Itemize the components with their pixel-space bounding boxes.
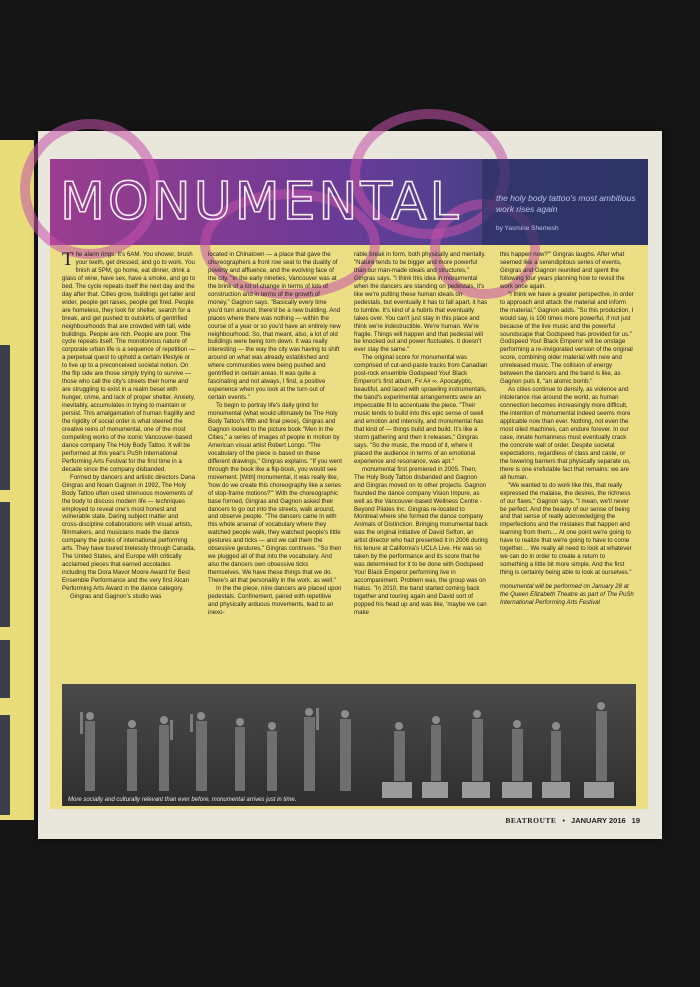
text-column-4 <box>500 251 634 606</box>
dancers-photo <box>62 684 636 806</box>
page-footer <box>505 816 640 825</box>
issue-date: JANUARY 2016 <box>571 816 626 825</box>
text-column-2 <box>208 251 342 616</box>
paragraph: Formed by dancers and artistic directors Dana Gingras and Noam Gagnon in 1992, The Holy Body Tattoo often used strenuous movements of the body to discuss modern life — techniques employed to reveal one's most honest and vulnerable state. Daring subject matter and cross-discipline collaborations with visual artists, filmmakers, and musicians made the dance company the punks of international performing arts. They have toured tirelessly through Canada, The United States, and Europe with critically acclaimed pieces that earned accolades including the Dora Mavor Moore Award for Best Ensemble Performance and the very first Alcan Performing Arts Award in the dance category. <box>62 473 196 593</box>
article-title: MONUMENTAL <box>60 172 462 232</box>
magazine-name: BEATROUTE <box>505 816 557 825</box>
paragraph: monumental first premiered in 2005. Then, The Holy Body Tattoo disbanded and Gagnon and Gingras moved on to other projects. Gagnon founded the dance company Vision Impure, as well as the Vancouver-based Wellness Centre - Beyond Pilates Inc. Gingras re-located to Montreal where she formed the dance company Animals of Distinction. Bringing monumental back was the original initiative of David Sefton, an artist director who had presented it in 2006 during his tenure at California's UCLA Live. He was so taken by the performance and its score that he was determined for it to be done with Godspeed You! Black Emperor performing live in accompaniment. Problem was, the group was on hiatus. "In 2010, the band started coming back together and touring again and David sort of popped his head up and was like, 'maybe we can make <box>354 465 488 616</box>
paragraph: To begin to portray life's daily grind for monumental (what would ultimately be The Holy Body Tattoo's fifth and final piece), Gingras and Gagnon looked to the picture book "Men in the Cities," a series of images of people in motion by American visual artist Robert Longo. "The vocabulary of the piece is based on these different drawings," Gingras explains. "If you went through the book like a flip-book, you would see movement. [With] monumental, it was really like, 'how do we create this choreography like a series of stop-frame motions?'" With the choreographic base formed, Gingras and Gagnon asked their dancers to go out into the streets, walk around, and observe people. "The dancers came in with this whole arsenal of vocabulary where they watched people walk, they watched people's little gestures and ticks — and we call them the obsessive gestures," Gingras continues. "So then we plugged all of that into the vocabulary. And also the dancers own obsessive ticks themselves. We have these things that we do. There's all that personality in the work, as well." <box>208 402 342 585</box>
article-byline: by Yasmine Shemesh <box>496 225 559 232</box>
article-header <box>50 159 648 245</box>
paragraph: "We wanted to do work like this, that really expressed the malaise, the desires, the richness of our flaws," Gagnon says. "I mean, we'll never be perfect. And the beauty of our sense of being and that sense of really acknowledging the imperfections and the mistakes that happen and learning from them.... At one point we're going to have to realize that we're going to have to come together.... We really all need to look at whatever we can do in order to create a return to something a little bit more simple. And the first thing is certainly being able to look at ourselves." <box>500 481 632 577</box>
paragraph: this happen now?'" Gingras laughs. After what seemed like a serendipitous series of events, Gingras and Gagnon reunited and spent the following four years planning how to revisit the work once again. <box>500 251 625 290</box>
drop-cap: T <box>62 249 74 270</box>
paragraph: As cities continue to densify, as violence and intolerance rise around the world, as human connection becomes increasingly more difficult, the intention of monumental indeed seems more applicable now than ever. Nothing, not even the most oiled machines, can endure forever. In our case, innate humanness must eventually crack the concrete wall of order. Despite societal expectations, regardless of class and caste, or the towering barriers that physically separate us, there is one irrefutable fact that remains: we are all human. <box>500 386 631 481</box>
separator: • <box>562 816 566 825</box>
paragraph: rable break in form, both physically and mentally. "Nature tends to be bigger and more powerful than our man-made ideals and structures," Gingras says. "I think this idea in monumental when the dancers are standing on pedestals, it's like we're putting these human ideals on pedestals, but eventually it has to fall apart, it has to tumble. It's kind of a hubris that eventually takes over. You can't just stay in this place and think we're indestructible. We're human. We're fragile. Things will happen and that pedestal will be knocked out and power fluctuates. It doesn't ever stay the same." <box>354 251 488 354</box>
facing-page-edge <box>0 140 34 820</box>
photo-caption: More socially and culturally relevant than ever before, monumental arrives just in time. <box>68 797 297 803</box>
paragraph: Gingras and Gagnon's studio was <box>70 592 162 600</box>
header-info-panel <box>482 159 648 245</box>
event-note: monumental will be performed on January 28 at the Queen Elizabeth Theatre as part of The PuSh International Performing Arts Festival <box>500 583 634 606</box>
article-subtitle: the holy body tattoo's most ambitious work rises again <box>496 193 636 214</box>
text-column-1 <box>62 249 196 600</box>
paragraph: he alarm rings. It's 6AM. You shower, brush your teeth, get dressed, and go to work. You finish at 5PM, go home, eat dinner, drink a glass of wine, have sex, have a smoke, and go to bed. The cycle repeats itself the next day and the day after that. Cities grow, buildings get taller and wider, people get raises, people get fired. People are homeless, they look for shelter, search for a break, and get pushed to outskirts of gentrified neighbourhoods that are crowded with tall, wide buildings. People are rich. People are poor. The cycle repeats itself. The monotonous nature of corporate urban life is a sequence of repetition — a perpetual quest to uphold a certain lifestyle or to live up to a preconceived societal notion. On the flip side are those simply trying to survive — those who call the city's streets their home and are struggling to exist in a realm beset with hunger, crime, and lack of proper shelter. Anxiety, inevitably, accumulates in trying to maintain or persist. This amalgamation of human fragility and the rigidity of social order is what steered the creative reins of monumental, one of the most compelling works of the iconic Vancouver-based dance company The Holy Body Tattoo. It will be performed at this year's PuSh International Performing Arts Festival for the first time in a decade since the company disbanded. <box>62 251 196 473</box>
text-column-3 <box>354 251 488 616</box>
paragraph: "I think we have a greater perspective, in order to approach and attack the material and inform the material," Gagnon adds. "So this production, I would say, is 100 times more powerful, if not just because of the live music and the powerful soundscape that Godspeed has provided for us." Godspeed You! Black Emperor will be onstage performing a re-invigorated version of the original score, combining older material with new and unreleased music. The collision of energy between the dancers and the band is like, as Gagnon puts it, "an atomic bomb." <box>500 290 634 386</box>
article-body <box>62 249 636 616</box>
paragraph: In the the piece, nine dancers are placed upon pedestals. Confinement, paired with repetitive and physically arduous movements, lead to an inexo- <box>208 585 342 616</box>
article <box>50 159 648 809</box>
page-number: 19 <box>631 816 640 825</box>
magazine-page <box>38 131 662 839</box>
paragraph: The original score for monumental was comprised of cut-and-paste tracks from Canadian post-rock ensemble Godspeed You! Black Emperor's first album, F# A# ∞. Apocalyptic, beautiful, and laced with sprawling instrumentals, the band's experimental arrangements were an impeccable fit to accentuate the piece. "Their music tends to build into this epic sense of swell and emotion and intensity, and monumental has that kind of — things build and build. It's like a storm gathering and then it releases," Gingras says. "So the music, the mood of it, where it placed the audience in terms of an emotional experience and resonance, was apt." <box>354 354 488 465</box>
paragraph: located in Chinatown — a place that gave the choreographers a front row seat to the duality of poverty and affluence, and the evolving face of the city. "In the early nineties, Vancouver was at the brink of a lot of change in terms of lots of construction and in terms of the growth of money," Gagnon says. "Basically every time you'd turn around, there'd be a new building. And places where there was nothing — within the course of a year or so you'd have an entirely new neighbourhood. So, that meant, also, a lot of old buildings were being torn down. It was really interesting — the way the city was having to shift around on what was already established and where communities were being pushed and gentrified in certain areas. It was quite a fascinating and not always, I find, a positive experience when you look at the turn out of certain events." <box>208 251 341 402</box>
